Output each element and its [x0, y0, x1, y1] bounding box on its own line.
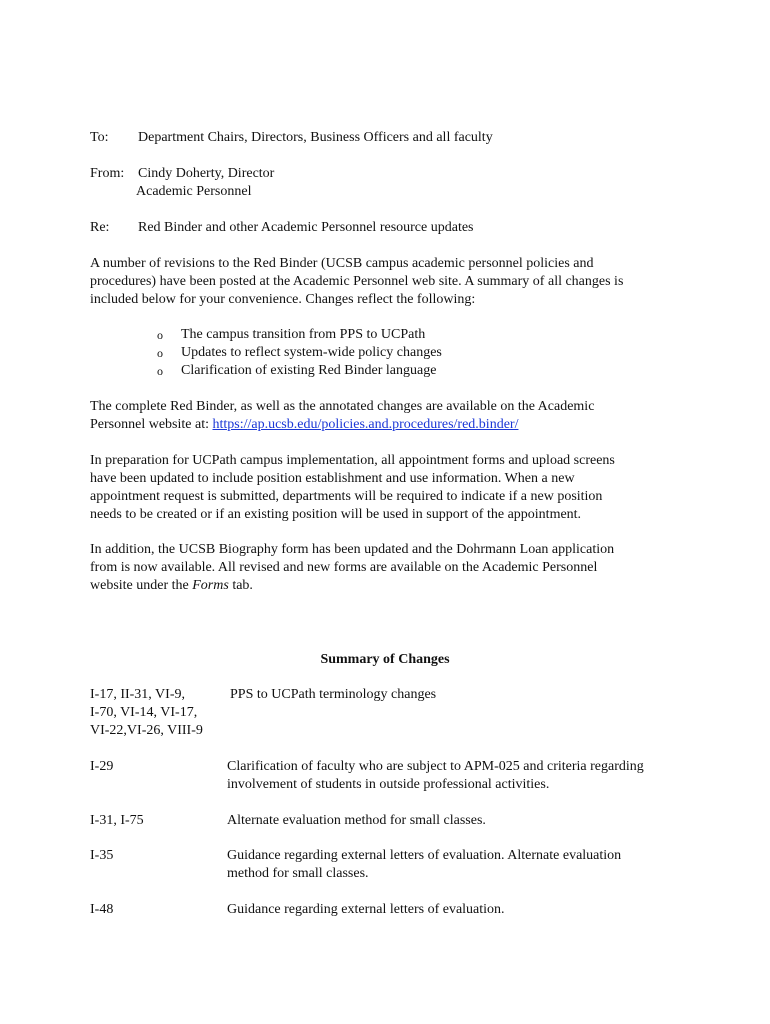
forms-line-3-suffix: tab. [228, 578, 253, 593]
summary-code: I-48 [90, 902, 114, 917]
bullet-circle-icon: o [157, 328, 163, 342]
binder-line-2 [90, 416, 518, 434]
intro-line-3: included below for your convenience. Changes reflect the following: [90, 292, 476, 307]
from-value-name: Cindy Doherty, Director [138, 166, 275, 181]
summary-code: VI-22,VI-26, VIII-9 [90, 723, 203, 738]
forms-line-3-prefix: website under the [90, 578, 193, 593]
summary-code: I-17, II-31, VI-9, [90, 687, 185, 702]
bullet-text: The campus transition from PPS to UCPath [181, 327, 426, 342]
ucpath-line-2: have been updated to include position establishment and use information. When a new [90, 471, 575, 486]
summary-code: I-31, I-75 [90, 813, 144, 828]
bullet-text: Updates to reflect system-wide policy changes [181, 345, 442, 360]
forms-line-3 [90, 577, 253, 595]
from-value-office: Academic Personnel [136, 184, 252, 199]
summary-title: Summary of Changes [320, 652, 450, 667]
to-value: Department Chairs, Directors, Business Officers and all faculty [138, 130, 493, 145]
bullet-text: Clarification of existing Red Binder language [181, 363, 437, 378]
summary-description: Guidance regarding external letters of evaluation. Alternate evaluation [227, 848, 622, 863]
summary-description: method for small classes. [227, 866, 369, 881]
binder-line-1: The complete Red Binder, as well as the annotated changes are available on the Academic [90, 399, 595, 414]
summary-description: Alternate evaluation method for small classes. [227, 813, 486, 828]
binder-line-2-prefix: Personnel website at: [90, 417, 213, 432]
to-label: To: [90, 130, 109, 145]
red-binder-link[interactable]: https://ap.ucsb.edu/policies.and.procedures/red.binder/ [212, 417, 519, 432]
summary-code: I-29 [90, 759, 114, 774]
bullet-circle-icon: o [157, 346, 163, 360]
summary-description: Clarification of faculty who are subject to APM-025 and criteria regarding [227, 759, 644, 774]
summary-code: I-70, VI-14, VI-17, [90, 705, 198, 720]
bullet-circle-icon: o [157, 364, 163, 378]
ucpath-line-1: In preparation for UCPath campus implementation, all appointment forms and upload screens [90, 453, 615, 468]
from-label: From: [90, 166, 125, 181]
intro-line-2: procedures) have been posted at the Academic Personnel web site. A summary of all changes is [90, 274, 624, 289]
forms-line-2: from is now available. All revised and new forms are available on the Academic Personnel [90, 560, 598, 575]
re-value: Red Binder and other Academic Personnel resource updates [138, 220, 474, 235]
ucpath-line-3: appointment request is submitted, departments will be required to indicate if a new position [90, 489, 603, 504]
summary-description: involvement of students in outside professional activities. [227, 777, 550, 792]
summary-code: I-35 [90, 848, 114, 863]
ucpath-line-4: needs to be created or if an existing position will be used in support of the appointment. [90, 507, 582, 522]
forms-tab-name: Forms [192, 578, 229, 593]
re-label: Re: [90, 220, 110, 235]
forms-line-1: In addition, the UCSB Biography form has been updated and the Dohrmann Loan application [90, 542, 615, 557]
summary-description: PPS to UCPath terminology changes [230, 687, 437, 702]
summary-description: Guidance regarding external letters of evaluation. [227, 902, 505, 917]
intro-line-1: A number of revisions to the Red Binder (UCSB campus academic personnel policies and [90, 256, 594, 271]
